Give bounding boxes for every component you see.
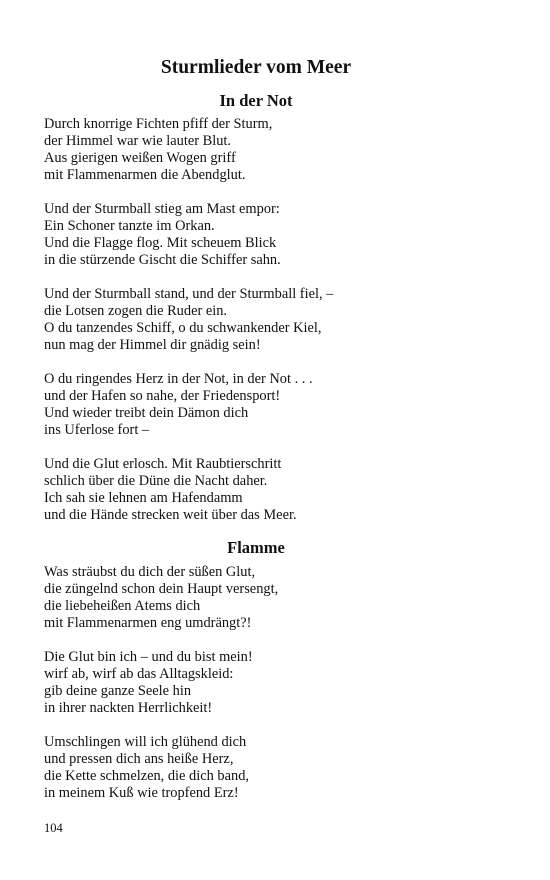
- poem-line: Und die Glut erlosch. Mit Raubtierschritt: [44, 456, 282, 472]
- poem-flamme: [44, 564, 468, 802]
- poem-line: Und die Flagge flog. Mit scheuem Blick: [44, 235, 277, 251]
- stanza: [44, 116, 468, 184]
- poem-line: mit Flammenarmen eng umdrängt?!: [44, 615, 252, 631]
- poem-line: Die Glut bin ich – und du bist mein!: [44, 649, 253, 665]
- poem-line: Und der Sturmball stand, und der Sturmball fiel, –: [44, 286, 334, 302]
- poem-line: Was sträubst du dich der süßen Glut,: [44, 564, 256, 580]
- poem-line: nun mag der Himmel dir gnädig sein!: [44, 337, 261, 353]
- poem-line: gib deine ganze Seele hin: [44, 683, 192, 699]
- poem-line: der Himmel war wie lauter Blut.: [44, 133, 232, 149]
- stanza: [44, 734, 468, 802]
- poem-line: Durch knorrige Fichten pfiff der Sturm,: [44, 116, 273, 132]
- poem-line: die Lotsen zogen die Ruder ein.: [44, 303, 228, 319]
- poem-line: O du ringendes Herz in der Not, in der Not . . .: [44, 371, 313, 387]
- poem-line: die züngelnd schon dein Haupt versengt,: [44, 581, 279, 597]
- book-title: Sturmlieder vom Meer: [160, 57, 352, 78]
- poem-in-der-not: [44, 116, 468, 524]
- poem-title-in-der-not: In der Not: [219, 91, 293, 110]
- poem-line: Ich sah sie lehnen am Hafendamm: [44, 490, 243, 506]
- stanza: [44, 371, 468, 439]
- page-number: 104: [44, 821, 63, 835]
- poem-line: Umschlingen will ich glühend dich: [44, 734, 247, 750]
- poem-line: und pressen dich ans heiße Herz,: [44, 751, 234, 767]
- poem-line: die Kette schmelzen, die dich band,: [44, 768, 249, 784]
- stanza: [44, 201, 468, 269]
- poem-line: mit Flammenarmen die Abendglut.: [44, 167, 246, 183]
- poem-line: Ein Schoner tanzte im Orkan.: [44, 218, 215, 234]
- poem-line: in ihrer nackten Herrlichkeit!: [44, 700, 213, 716]
- poem-title-flamme: Flamme: [227, 538, 285, 557]
- poem-line: ins Uferlose fort –: [44, 422, 150, 438]
- poem-line: und der Hafen so nahe, der Friedensport!: [44, 388, 281, 404]
- stanza: [44, 564, 468, 632]
- stanza: [44, 456, 468, 524]
- stanza: [44, 649, 468, 717]
- poem-line: in meinem Kuß wie tropfend Erz!: [44, 785, 239, 801]
- poem-line: O du tanzendes Schiff, o du schwankender Kiel,: [44, 320, 322, 336]
- poem-line: die liebeheißen Atems dich: [44, 598, 201, 614]
- stanza: [44, 286, 468, 354]
- poem-line: schlich über die Düne die Nacht daher.: [44, 473, 268, 489]
- page-content: [44, 56, 468, 802]
- poem-line: und die Hände strecken weit über das Meer.: [44, 507, 297, 523]
- poem-line: Aus gierigen weißen Wogen griff: [44, 150, 236, 166]
- poem-line: in die stürzende Gischt die Schiffer sahn.: [44, 252, 281, 268]
- poem-line: Und wieder treibt dein Dämon dich: [44, 405, 249, 421]
- poem-line: Und der Sturmball stieg am Mast empor:: [44, 201, 280, 217]
- poem-line: wirf ab, wirf ab das Alltagskleid:: [44, 666, 234, 682]
